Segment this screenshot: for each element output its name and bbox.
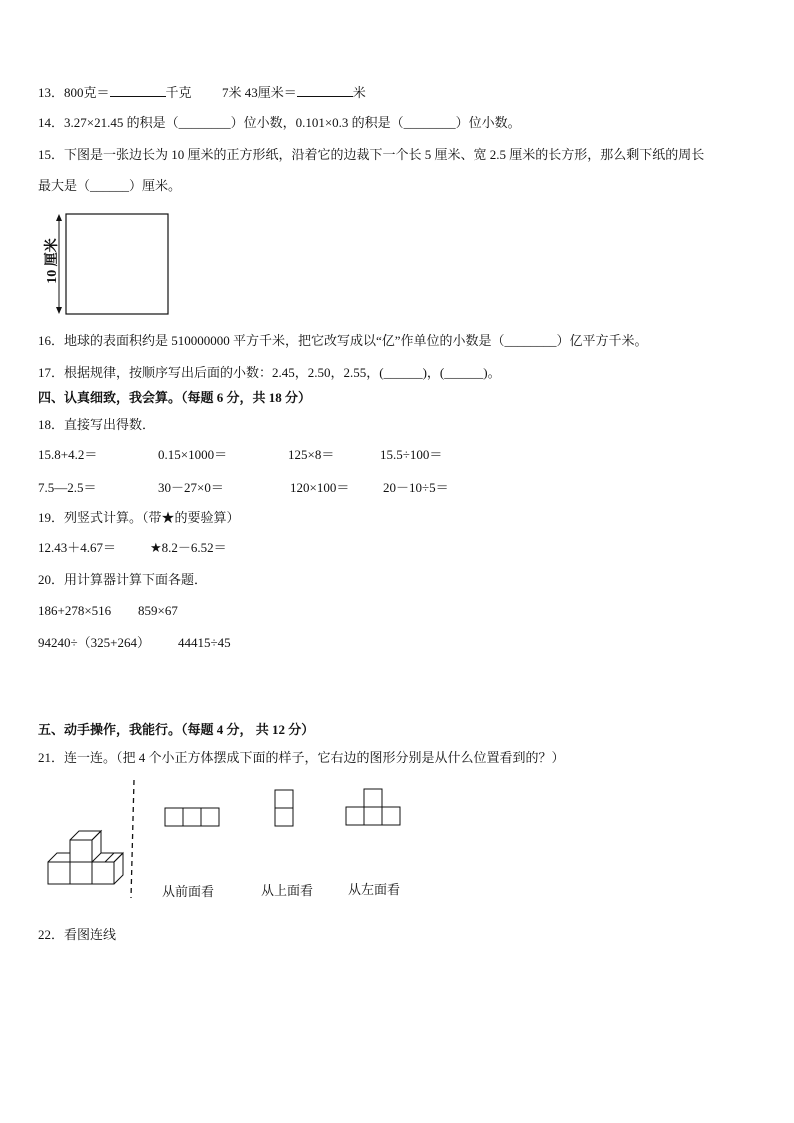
question-21-title: 21．连一连。（把 4 个小正方体摆成下面的样子，它右边的图形分别是从什么位置看到的？） bbox=[38, 750, 565, 765]
cube-stack-drawing bbox=[48, 831, 123, 884]
q19-item-2: ★8.2－6.52＝ bbox=[150, 540, 227, 555]
label-top-view[interactable]: 从上面看 bbox=[261, 883, 314, 898]
q18-r2-c1: 7.5—2.5＝ bbox=[38, 480, 97, 495]
q18-r1-c1: 15.8+4.2＝ bbox=[38, 447, 98, 462]
view-shape-t-shape[interactable] bbox=[345, 788, 405, 828]
q18-r1-c3: 125×8＝ bbox=[288, 447, 335, 462]
question-14 bbox=[38, 115, 521, 131]
q20-r1-c1: 186+278×516 bbox=[38, 603, 112, 618]
q13-answer-blank-b[interactable] bbox=[297, 84, 353, 97]
question-20-title: 20．用计算器计算下面各题． bbox=[38, 572, 208, 587]
q13-part-b-text: 7米 43厘米＝ bbox=[222, 85, 297, 100]
square-paper bbox=[66, 214, 168, 314]
q18-r2-c4: 20－10÷5＝ bbox=[383, 480, 449, 495]
q13-answer-blank-a[interactable] bbox=[110, 84, 166, 97]
label-front-view[interactable]: 从前面看 bbox=[162, 884, 215, 899]
dashed-divider bbox=[128, 778, 140, 900]
view-shape-two-stacked[interactable] bbox=[273, 789, 297, 829]
view-shape-three-in-row[interactable] bbox=[164, 806, 224, 828]
question-15-line-2: 最大是（______）厘米。 bbox=[38, 178, 182, 193]
q14-part-b: 0.101×0.3 的积是（________）位小数。 bbox=[295, 115, 521, 130]
question-13 bbox=[38, 84, 366, 101]
q20-r1-c2: 859×67 bbox=[138, 603, 178, 618]
section-5-heading: 五、动手操作，我能行。（每题 4 分， 共 12 分） bbox=[38, 722, 315, 737]
q18-r1-c4: 15.5÷100＝ bbox=[380, 447, 443, 462]
q18-r1-c2: 0.15×1000＝ bbox=[158, 447, 228, 462]
section-4-heading: 四、认真细致，我会算。（每题 6 分，共 18 分） bbox=[38, 390, 312, 405]
q20-r2-c2: 44415÷45 bbox=[178, 635, 231, 650]
q20-r2-c1: 94240÷（325+264） bbox=[38, 635, 150, 650]
question-16: 16．地球的表面积约是 510000000 平方千米，把它改写成以“亿”作单位的小数是（________）亿平方千米。 bbox=[38, 333, 648, 348]
q13-part-a-text: 13．800克＝ bbox=[38, 85, 110, 100]
question-22-title: 22．看图连线 bbox=[38, 927, 117, 942]
square-side-label: 10 厘米 bbox=[45, 238, 60, 284]
label-left-view[interactable]: 从左面看 bbox=[348, 882, 401, 897]
dimension-arrow-top bbox=[56, 214, 62, 221]
question-19-title: 19．列竖式计算。（带★的要验算） bbox=[38, 510, 240, 525]
question-18-title: 18．直接写出得数． bbox=[38, 417, 156, 432]
q18-r2-c2: 30－27×0＝ bbox=[158, 480, 224, 495]
q13-unit-a: 千克 bbox=[165, 85, 192, 100]
question-15-line-1: 15．下图是一张边长为 10 厘米的正方形纸，沿着它的边裁下一个长 5 厘米、宽 2.5 厘米的长方形，那么剩下纸的周长 bbox=[38, 147, 705, 162]
q19-item-1: 12.43＋4.67＝ bbox=[38, 540, 117, 555]
q18-r2-c3: 120×100＝ bbox=[290, 480, 350, 495]
q13-unit-b: 米 bbox=[352, 85, 366, 100]
dimension-arrow-bottom bbox=[56, 307, 62, 314]
cube-stack-figure bbox=[40, 820, 130, 890]
q14-part-a: 14．3.27×21.45 的积是（________）位小数， bbox=[38, 115, 296, 130]
question-17: 17．根据规律，按顺序写出后面的小数：2.45，2.50，2.55，(______)，(______)。 bbox=[38, 365, 501, 380]
